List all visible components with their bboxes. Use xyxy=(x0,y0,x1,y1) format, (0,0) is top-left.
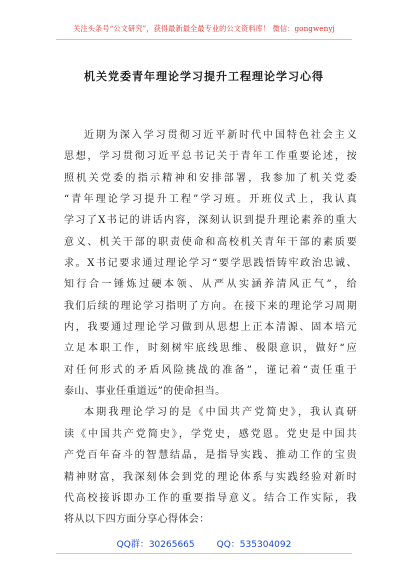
paragraph-line: 学习了X书记的讲话内容，深刻认识到提升理论素养的重大 xyxy=(64,215,357,227)
footer-qq-group: QQ群：30265665 xyxy=(116,540,195,550)
paragraph-line: 将从以下四方面分享心得体会： xyxy=(64,514,210,526)
header-promo-text: 关注头条号“公文研究”，获得最新最全最专业的公文资料库！ 微信：gongwenyj xyxy=(73,24,335,33)
paragraph-line: 近期为深入学习贯彻习近平新时代中国特色社会主义 xyxy=(84,130,357,141)
paragraph-line: 产党百年奋斗的智慧结晶，是指导实践、推动工作的宝贵 xyxy=(64,450,357,462)
paragraph-line: 代高校接诉即办工作的重要指导意义。结合工作实际，我 xyxy=(64,492,357,504)
header-divider xyxy=(56,39,352,40)
paragraph-line: 意义、机关干部的职责使命和高校机关青年干部的素质要 xyxy=(64,236,357,248)
paragraph-line: 泰山、事业任重道远”的使命担当。 xyxy=(64,386,226,398)
paragraph xyxy=(64,125,357,402)
paragraph-line: 求。X书记要求通过理论学习“要学思践悟铸牢政治忠诚、 xyxy=(64,258,357,270)
paragraph xyxy=(64,402,357,530)
paragraph-line: 内，我要通过理论学习做到从思想上正本清源、固本培元 xyxy=(64,322,357,334)
paragraph-line: 立足本职工作，时刻树牢底线思维、极限意识，做好“应 xyxy=(64,343,357,355)
paragraph-line: 精神财富，我深刻体会到党的理论体系与实践经验对新时 xyxy=(64,471,357,483)
paragraph-line: 思想，学习贯彻习近平总书记关于青年工作重要论述，按 xyxy=(64,151,357,163)
paragraph-line: 读《中国共产党简史》，学党史，感党恩。党史是中国共 xyxy=(64,428,357,440)
footer-contact xyxy=(0,537,408,550)
paragraph-line: “青年理论学习提升工程”学习班。开班仪式上，我认真 xyxy=(64,194,357,206)
paragraph-line: 知行合一锤炼过硬本领、从严从实涵养清风正气”，给 xyxy=(64,279,357,291)
footer-divider xyxy=(56,553,352,554)
document-title: 机关党委青年理论学习提升工程理论学习心得 xyxy=(84,70,324,83)
document-body xyxy=(64,125,357,531)
footer-qq-number: QQ：535304092 xyxy=(216,540,292,550)
paragraph-line: 对任何形式的矛盾风险挑战的准备”，谨记着“责任重于 xyxy=(64,364,357,376)
paragraph-line: 本期我理论学习的是《中国共产党简史》，我认真研 xyxy=(84,407,357,419)
paragraph-line: 照机关党委的指示精神和安排部署，我参加了机关党委 xyxy=(64,172,357,184)
paragraph-line: 我们后续的理论学习指明了方向。在接下来的理论学习周期 xyxy=(64,300,357,312)
